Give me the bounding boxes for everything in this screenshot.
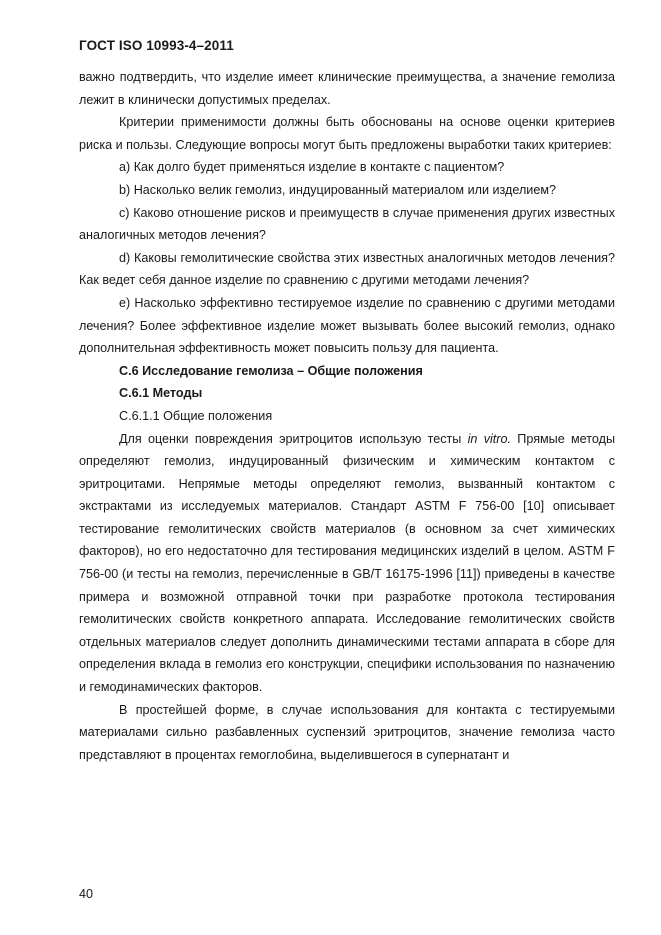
list-item-a: а) Как долго будет применяться изделие в контакте с пациентом? <box>119 160 505 175</box>
list-item-e: е) Насколько эффективно тестируемое изделие по сравнению с другими методами лечения? Более эффективное изделие может вызывать более высокий гемолиз, однако дополнительная эффективность может повысить пользу для пациента. <box>79 295 615 356</box>
paragraph-methods <box>79 428 615 699</box>
paragraph-continuation: важно подтвердить, что изделие имеет клинические преимущества, а значение гемолиза лежит в клинически допустимых пределах. <box>79 70 615 107</box>
section-heading-c61: С.6.1 Методы <box>119 386 203 401</box>
section-heading-c6: С.6 Исследование гемолиза – Общие положения <box>119 363 423 378</box>
in-vitro-term: in vitro. <box>467 431 511 446</box>
paragraph-methods-rest: Прямые методы определяют гемолиз, индуцированный физическим и химическим контактом с эритроцитами. Непрямые методы определяют гемолиз, вызванный контактом с экстрактами из исследуемых материалов. Стандарт ASTM F 756-00 [10] описывает тестирование гемолитических свойств материалов (в основном за счет химических факторов), но его недостаточно для тестирования медицинских изделий в целом. ASTM F 756-00 (и тесты на гемолиз, перечисленные в GB/T 16175-1996 [11]) приведены в качестве примера и возможной отправной точки при разработке протокола тестирования гемолитических свойств конкретного аппарата. Исследование гемолитических свойств отдельных материалов следует дополнить динамическими тестами аппарата в сборе для определения вклада в гемолиз его конструкции, специфики использования по назначению и гемодинамических факторов. <box>79 431 615 695</box>
paragraph-criteria: Критерии применимости должны быть обоснованы на основе оценки критериев риска и пользы. Следующие вопросы могут быть предложены выработки таких критериев: <box>79 115 615 152</box>
list-item-b: b) Насколько велик гемолиз, индуцированный материалом или изделием? <box>119 182 557 197</box>
list-item-d: d) Каковы гемолитические свойства этих известных аналогичных методов лечения? Как ведет себя данное изделие по сравнению с другими методами лечения? <box>79 250 615 288</box>
section-heading-c611: С.6.1.1 Общие положения <box>119 408 273 423</box>
page-number: 40 <box>79 887 94 901</box>
paragraph-simplest-form: В простейшей форме, в случае использования для контакта с тестируемыми материалами сильно разбавленных суспензий эритроцитов, значение гемолиза часто представляют в процентах гемоглобина, выделившегося в супернатант и <box>79 702 615 762</box>
paragraph-methods-start: Для оценки повреждения эритроцитов использую тесты <box>119 431 468 446</box>
document-body <box>79 66 615 766</box>
standard-header: ГОСТ ISO 10993-4–2011 <box>79 38 234 53</box>
list-item-c: с) Каково отношение рисков и преимуществ в случае применения других известных аналогичных методов лечения? <box>79 205 615 243</box>
